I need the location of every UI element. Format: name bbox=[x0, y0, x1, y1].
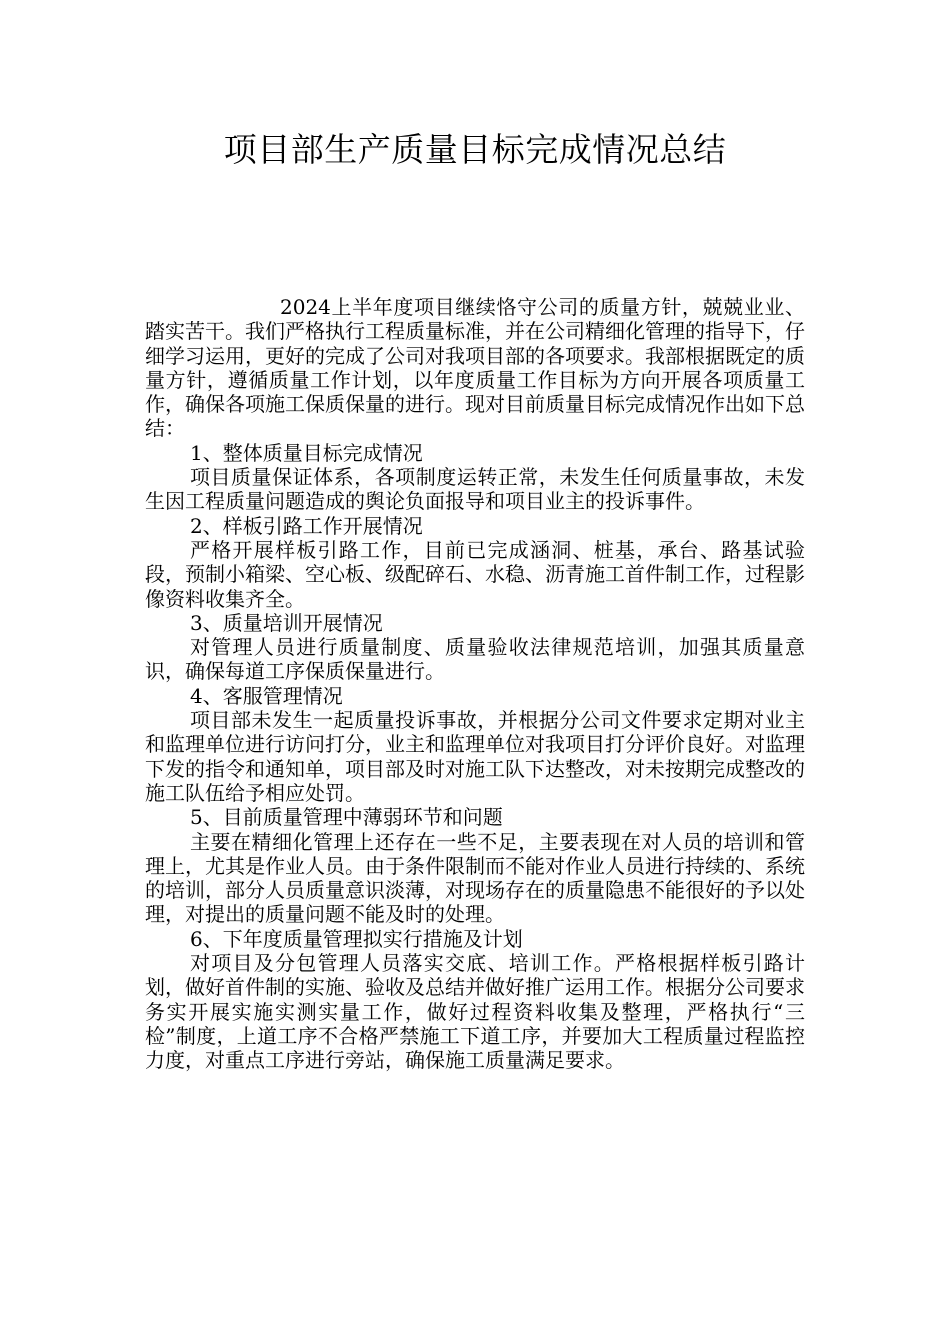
section-body-6: 对项目及分包管理人员落实交底、培训工作。严格根据样板引路计划，做好首件制的实施、验收及总结并做好推广运用工作。根据分公司要求务实开展实施实测实量工作，做好过程资料收集及整理，严格执行“三检”制度，上道工序不合格严禁施工下道工序，并要加大工程质量过程监控力度，对重点工序进行旁站，确保施工质量满足要求。 bbox=[145, 951, 805, 1073]
section-heading-1: 1、整体质量目标完成情况 bbox=[190, 440, 423, 465]
section-body-2: 严格开展样板引路工作，目前已完成涵洞、桩基，承台、路基试验段，预制小箱梁、空心板、级配碎石、水稳、沥青施工首件制工作，过程影像资料收集齐全。 bbox=[145, 537, 805, 611]
section-heading-2: 2、样板引路工作开展情况 bbox=[190, 513, 423, 538]
document-body bbox=[145, 295, 805, 1073]
section-body-5: 主要在精细化管理上还存在一些不足，主要表现在对人员的培训和管理上，尤其是作业人员。由于条件限制而不能对作业人员进行持续的、系统的培训，部分人员质量意识淡薄，对现场存在的质量隐患不能很好的予以处理，对提出的质量问题不能及时的处理。 bbox=[145, 829, 805, 927]
section-heading-3: 3、质量培训开展情况 bbox=[190, 610, 383, 635]
document-title: 项目部生产质量目标完成情况总结 bbox=[223, 130, 727, 169]
section-body-3: 对管理人员进行质量制度、质量验收法律规范培训，加强其质量意识，确保每道工序保质保量进行。 bbox=[145, 635, 805, 684]
section-heading-6: 6、下年度质量管理拟实行措施及计划 bbox=[190, 926, 523, 951]
section-heading-4: 4、客服管理情况 bbox=[190, 683, 343, 708]
section-body-4: 项目部未发生一起质量投诉事故，并根据分公司文件要求定期对业主和监理单位进行访问打分，业主和监理单位对我项目打分评价良好。对监理下发的指令和通知单，项目部及时对施工队下达整改，对未按期完成整改的施工队伍给予相应处罚。 bbox=[145, 708, 805, 805]
intro-paragraph: 2024上半年度项目继续恪守公司的质量方针，兢兢业业、踏实苦干。我们严格执行工程质量标准，并在公司精细化管理的指导下，仔细学习运用，更好的完成了公司对我项目部的各项要求。我部根据既定的质量方针，遵循质量工作计划，以年度质量工作目标为方向开展各项质量工作，确保各项施工保质保量的进行。现对目前质量目标完成情况作出如下总结： bbox=[145, 295, 805, 441]
section-body-1: 项目质量保证体系，各项制度运转正常，未发生任何质量事故，未发生因工程质量问题造成的舆论负面报导和项目业主的投诉事件。 bbox=[145, 465, 805, 514]
section-heading-5: 5、目前质量管理中薄弱环节和问题 bbox=[190, 805, 503, 830]
